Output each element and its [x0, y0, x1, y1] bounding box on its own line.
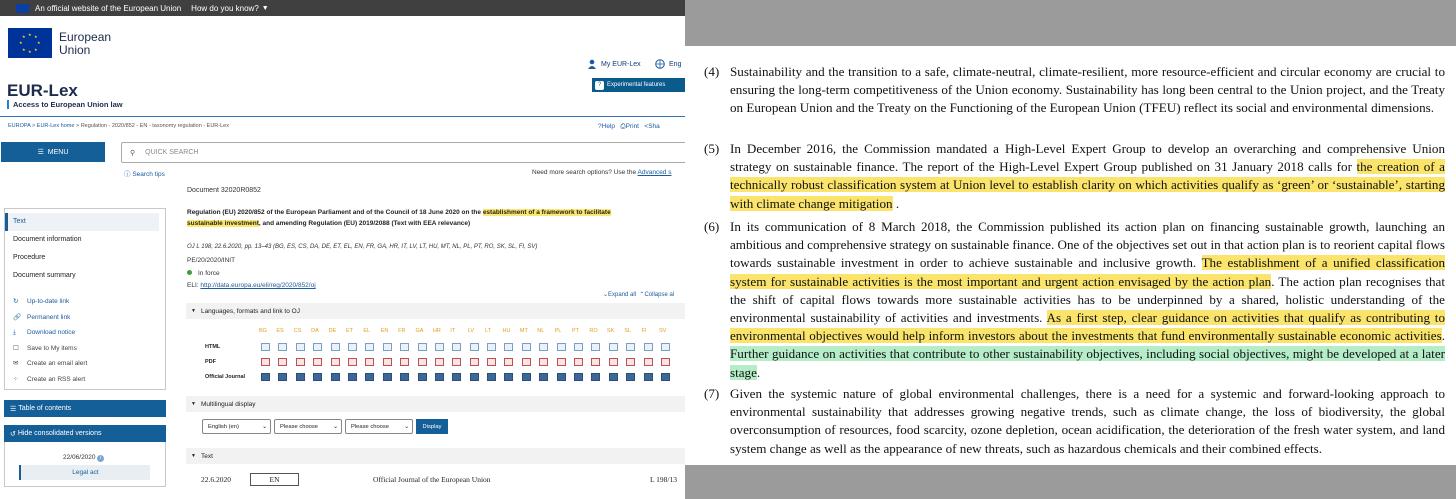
lang-code: LV — [467, 328, 475, 334]
oj-language-box: EN — [250, 473, 299, 486]
journal-icon[interactable] — [400, 373, 409, 381]
journal-icon[interactable] — [557, 373, 566, 381]
pdf-icon[interactable] — [435, 358, 444, 366]
format-label-html: HTML — [205, 344, 221, 350]
html-icon[interactable] — [609, 343, 618, 351]
permanent-link-label: Permanent link — [27, 313, 71, 321]
download-notice-link[interactable] — [5, 325, 165, 341]
chevron-down-icon[interactable]: ▼ — [261, 4, 269, 12]
hide-consolidated-button[interactable] — [4, 425, 166, 442]
journal-icon[interactable] — [383, 373, 392, 381]
search-tips-label: Search tips — [132, 171, 165, 178]
collapse-all-link[interactable]: Collapse al — [644, 292, 675, 298]
procedure-reference: PE/20/2020/INIT — [187, 257, 236, 264]
html-icon[interactable] — [365, 343, 374, 351]
refresh-icon: ↻ — [13, 298, 19, 305]
pdf-icon[interactable] — [487, 358, 496, 366]
recital-text-segment: . — [1441, 328, 1445, 344]
html-icon[interactable] — [574, 343, 583, 351]
chevron-down-icon: ⌄ — [262, 423, 267, 430]
sidebar-item-text[interactable]: Text — [5, 213, 159, 231]
quick-search-input[interactable] — [121, 142, 685, 163]
question-icon: ? — [595, 81, 604, 90]
eu-logo[interactable]: ★ ★ ★ ★ ★ ★ ★ ★ — [8, 28, 52, 58]
html-icon[interactable] — [435, 343, 444, 351]
print-link[interactable]: Print — [625, 123, 639, 130]
lang-code: FI — [641, 328, 647, 334]
select-value: English (en) — [208, 423, 239, 430]
select-value: Please choose — [280, 423, 319, 430]
pdf-icon[interactable] — [400, 358, 409, 366]
pdf-format-icons — [261, 358, 678, 366]
pdf-icon[interactable] — [504, 358, 513, 366]
journal-icon[interactable] — [452, 373, 461, 381]
official-site-text: An official website of the European Union — [35, 3, 182, 13]
chevron-down-icon: ⌄ — [404, 423, 409, 430]
lang-code: PL — [554, 328, 562, 334]
pdf-icon[interactable] — [522, 358, 531, 366]
share-icon[interactable]: < — [644, 123, 649, 130]
oj-format-icons — [261, 373, 678, 381]
journal-icon[interactable] — [278, 373, 287, 381]
eu-name-line2: Union — [59, 43, 91, 57]
lang-code: EN — [380, 328, 389, 334]
chevron-down-icon: ▼ — [191, 453, 196, 459]
lang-code: PT — [572, 328, 580, 334]
globe-icon — [655, 59, 665, 69]
pdf-icon[interactable] — [470, 358, 479, 366]
pdf-icon[interactable] — [331, 358, 340, 366]
journal-icon[interactable] — [539, 373, 548, 381]
table-of-contents-button[interactable] — [4, 400, 166, 417]
help-link[interactable]: Help — [601, 123, 615, 130]
save-icon: ☐ — [13, 344, 19, 352]
eli-label: ELI: — [187, 282, 201, 289]
lang-code: NL — [537, 328, 545, 334]
pdf-icon[interactable] — [557, 358, 566, 366]
language-label: Eng — [669, 60, 682, 68]
html-icon[interactable] — [644, 343, 653, 351]
pdf-icon[interactable] — [661, 358, 670, 366]
recital-text-segment: In its communication of 8 March 2018, the Commission published its action plan on financing sustainable growth, launching an ambitious and comprehensive strategy on sustainable finance. One of the objectives set out in that action plan is to reorient capital flows towards sustainable investment in order to achieve sustainable and inclusive growth. — [730, 219, 1445, 271]
yellow-highlight: The establishment of a unified classification system for sustainable activities is the most important and urgent action envisaged by the action plan — [730, 255, 1445, 289]
breadcrumb-current: Regulation - 2020/852 - EN - taxonomy regulation - EUR-Lex — [80, 123, 229, 129]
html-icon[interactable] — [626, 343, 635, 351]
status-label: In force — [198, 270, 220, 277]
help-icon[interactable]: ? — [598, 123, 602, 130]
document-sidebar — [4, 208, 166, 390]
journal-icon[interactable] — [435, 373, 444, 381]
journal-icon[interactable] — [313, 373, 322, 381]
pdf-icon[interactable] — [574, 358, 583, 366]
regulation-excerpt-panel — [685, 46, 1456, 465]
journal-icon[interactable] — [470, 373, 479, 381]
journal-icon[interactable] — [261, 373, 270, 381]
lang-code: LT — [485, 328, 492, 334]
menu-button[interactable] — [1, 142, 105, 162]
download-icon: ⤓ — [13, 329, 16, 336]
pdf-icon[interactable] — [296, 358, 305, 366]
recital-text-segment: . — [756, 364, 761, 380]
title-text: Regulation (EU) 2020/852 of the European Parliament and of the Council of 18 June 2020 on the — [187, 209, 483, 216]
title-highlight: sustainable investment — [187, 220, 259, 227]
history-icon: ↺ — [10, 430, 18, 438]
pdf-icon[interactable] — [418, 358, 427, 366]
html-icon[interactable] — [452, 343, 461, 351]
journal-icon[interactable] — [591, 373, 600, 381]
pdf-icon[interactable] — [539, 358, 548, 366]
html-icon[interactable] — [418, 343, 427, 351]
oj-header-row — [201, 473, 685, 487]
text-heading: Text — [200, 452, 213, 460]
html-icon[interactable] — [313, 343, 322, 351]
html-icon[interactable] — [261, 343, 270, 351]
html-icon[interactable] — [383, 343, 392, 351]
eli-link[interactable]: http://data.europa.eu/eli/reg/2020/852/oj — [200, 282, 316, 289]
menu-label: MENU — [47, 148, 69, 156]
journal-icon[interactable] — [487, 373, 496, 381]
html-icon[interactable] — [591, 343, 600, 351]
email-alert-link[interactable] — [5, 356, 165, 372]
pdf-icon[interactable] — [313, 358, 322, 366]
consolidated-date[interactable] — [63, 454, 104, 462]
lang-code: ET — [345, 328, 353, 334]
journal-icon[interactable] — [418, 373, 427, 381]
consolidated-date-label: 22/06/2020 — [63, 454, 96, 461]
lang-code: EL — [363, 328, 371, 334]
recital-text — [730, 385, 1445, 458]
print-icon[interactable]: ⎙ — [620, 123, 626, 130]
eu-flag-icon — [16, 4, 29, 13]
eu-name — [59, 31, 111, 57]
chevron-up-icon[interactable]: ⌃ — [639, 292, 645, 298]
pdf-icon[interactable] — [626, 358, 635, 366]
select-value: Please choose — [351, 423, 390, 430]
recital-text-segment: . — [895, 195, 900, 211]
email-icon: ✉ — [13, 360, 19, 367]
pdf-icon[interactable] — [261, 358, 270, 366]
sidebar-item-document-information[interactable]: Document information — [13, 236, 82, 243]
pdf-icon[interactable] — [609, 358, 618, 366]
format-label-oj: Official Journal — [205, 374, 246, 380]
journal-icon[interactable] — [348, 373, 357, 381]
title-highlight: establishment of a framework to facilitate — [482, 209, 611, 216]
up-to-date-label: Up-to-date link — [27, 298, 70, 305]
eu-name-line1: European — [59, 30, 112, 44]
journal-icon[interactable] — [661, 373, 670, 381]
journal-icon[interactable] — [609, 373, 618, 381]
journal-icon[interactable] — [574, 373, 583, 381]
recital-text-segment: . The action plan recognises that the shift of capital flows towards more sustainable activities has to be underpinned by a shared, holistic understanding of the environmental sustainability of activities and investments. — [730, 273, 1446, 326]
chevron-down-icon: ▼ — [191, 401, 196, 407]
advanced-search-prompt: Need more search options? Use the — [532, 169, 637, 176]
journal-icon[interactable] — [365, 373, 374, 381]
pdf-icon[interactable] — [278, 358, 287, 366]
toc-label: Table of contents — [18, 405, 72, 412]
pdf-icon[interactable] — [591, 358, 600, 366]
pdf-icon[interactable] — [383, 358, 392, 366]
oj-page-ref: L 198/13 — [650, 475, 678, 484]
journal-icon[interactable] — [522, 373, 531, 381]
expand-collapse-controls — [603, 291, 674, 298]
recital-number: (6) — [704, 219, 720, 234]
recital-number: (7) — [704, 386, 720, 401]
lang-code: RO — [589, 328, 598, 334]
lang-code: MT — [519, 328, 528, 334]
display-button[interactable]: Display — [416, 419, 448, 434]
search-icon: ⚲ — [130, 149, 136, 157]
lang-code: GA — [415, 328, 424, 334]
multilingual-display-header[interactable] — [186, 396, 685, 412]
advanced-search-link[interactable]: Advanced s — [637, 169, 672, 176]
language-selector[interactable] — [655, 59, 681, 69]
lang-code: DE — [328, 328, 337, 334]
lang-code: CS — [293, 328, 302, 334]
pdf-icon[interactable] — [452, 358, 461, 366]
sidebar-item-document-summary[interactable]: Document summary — [13, 272, 76, 279]
save-to-my-items-link[interactable] — [5, 341, 165, 357]
journal-icon[interactable] — [331, 373, 340, 381]
rss-alert-label: Create an RSS alert — [27, 375, 86, 383]
recital-text-segment: In December 2016, the Commission mandated a High-Level Expert Group to develop an overarching and comprehensive Union strategy on sustainable finance. The report of the High-Level Expert Group published on 31 January 2018 calls for — [730, 141, 1445, 175]
eli-line — [187, 282, 316, 289]
save-label: Save to My items — [27, 344, 77, 352]
language-codes-row — [259, 328, 676, 334]
html-icon[interactable] — [400, 343, 409, 351]
breadcrumb — [8, 123, 229, 129]
recital-number: (5) — [704, 141, 720, 156]
yellow-highlight: As a first step, clear guidance on activities that qualify as contributing to environmental objectives would help inform investors about the investments that fund environmentally sustainable economic activities — [730, 310, 1445, 344]
oj-date: 22.6.2020 — [201, 475, 231, 484]
rss-icon: ⁘ — [13, 375, 19, 383]
pdf-icon[interactable] — [348, 358, 357, 366]
pdf-icon[interactable] — [644, 358, 653, 366]
rss-alert-link[interactable] — [5, 372, 165, 388]
green-highlight: Further guidance on activities that contribute to other sustainability objectives, including social objectives, might be developed at a later stage — [730, 346, 1445, 380]
journal-icon[interactable] — [296, 373, 305, 381]
expand-all-link[interactable]: Expand all — [608, 292, 637, 298]
hide-consolidated-label: Hide consolidated versions — [17, 430, 102, 437]
journal-icon[interactable] — [504, 373, 513, 381]
recital-text — [730, 63, 1445, 118]
status-badge — [187, 270, 220, 277]
multilingual-selects — [202, 419, 448, 434]
html-icon[interactable] — [539, 343, 548, 351]
multilingual-heading: Multilingual display — [200, 400, 256, 408]
lang-code: SV — [658, 328, 667, 334]
download-notice-label: Download notice — [27, 329, 76, 336]
recital-text-segment: Given the systemic nature of global environmental challenges, there is a need for a systemic and forward-looking approach to environmental sustainability that addresses growing negative trends, such as climate change, the loss of biodiversity, the global overconsumption of resources, food scarcity, ozone depletion, ocean acidification, the deterioration of the fresh water system, and land system change as well as the appearance of new threats, such as hazardous chemicals and their combined effects. — [730, 386, 1445, 456]
list-icon: ☰ — [10, 405, 19, 413]
eurlex-browser-panel — [0, 0, 685, 499]
html-icon[interactable] — [348, 343, 357, 351]
html-icon[interactable] — [557, 343, 566, 351]
page-tools — [598, 123, 660, 131]
site-header — [0, 16, 685, 76]
yellow-highlight: the creation of a technically robust classification system at Union level to establish clarity on which activities qualify as ‘green’ or ‘sustainable’, starting with climate change mitigation — [730, 159, 1445, 211]
language-select-1[interactable] — [202, 419, 271, 434]
lang-code: SK — [606, 328, 615, 334]
languages-heading: Languages, formats and link to OJ — [200, 307, 300, 315]
document-number: Document 32020R0852 — [187, 187, 261, 194]
eurlex-tagline: Access to European Union law — [7, 100, 123, 109]
lang-code: ES — [276, 328, 284, 334]
html-icon[interactable] — [487, 343, 496, 351]
search-placeholder: QUICK SEARCH — [145, 149, 199, 156]
document-title — [187, 207, 662, 229]
permanent-link[interactable] — [5, 310, 165, 326]
breadcrumb-europa[interactable]: EUROPA — [8, 123, 31, 129]
oj-title: Official Journal of the European Union — [373, 475, 491, 484]
chevron-down-icon[interactable]: ⌄ — [603, 292, 609, 298]
chevron-down-icon: ▼ — [191, 308, 196, 314]
info-icon: i — [97, 455, 104, 462]
html-icon[interactable] — [661, 343, 670, 351]
html-icon[interactable] — [296, 343, 305, 351]
format-label-pdf: PDF — [205, 359, 216, 365]
breadcrumb-separator: > — [75, 123, 81, 129]
recital-text — [730, 218, 1445, 382]
recital-number: (4) — [704, 64, 720, 79]
user-icon — [587, 59, 597, 69]
html-icon[interactable] — [331, 343, 340, 351]
lang-code: HU — [502, 328, 511, 334]
journal-icon[interactable] — [644, 373, 653, 381]
consolidated-versions-box — [4, 442, 166, 487]
lang-code: HR — [432, 328, 441, 334]
html-icon[interactable] — [278, 343, 287, 351]
lang-code: BG — [259, 328, 267, 334]
html-icon[interactable] — [504, 343, 513, 351]
up-to-date-link[interactable] — [5, 294, 165, 310]
info-icon: ⓘ — [124, 171, 133, 178]
my-eurlex-link[interactable] — [587, 59, 641, 69]
oj-reference: OJ L 198, 22.6.2020, pp. 13–43 (BG, ES, CS, DA, DE, ET, EL, EN, FR, GA, HR, IT, LV, LT, HU, MT, NL, PL, PT, RO, SK, SL, FI, SV) — [187, 244, 538, 250]
lang-code: DA — [311, 328, 319, 334]
html-format-icons — [261, 343, 678, 351]
header-divider — [0, 116, 685, 117]
legal-act-button[interactable]: Legal act — [19, 465, 150, 480]
chevron-down-icon: ⌄ — [333, 423, 338, 430]
language-select-2[interactable] — [274, 419, 342, 434]
recital-text-segment: Sustainability and the transition to a safe, climate-neutral, climate-resilient, more resource-efficient and circular economy are crucial to ensuring the long-term competitiveness of the Union economy. Sustainability has long been central to the Union project, and the Treaty on European Union and the Treaty on the Functioning of the European Union (TFEU) reflect its social and environmental dimensions. — [730, 64, 1445, 116]
lang-code: IT — [450, 328, 456, 334]
eu-official-bar — [0, 0, 685, 16]
advanced-search-hint — [532, 169, 671, 176]
lang-code: SL — [624, 328, 631, 334]
share-link[interactable]: Sha — [648, 123, 660, 130]
email-alert-label: Create an email alert — [27, 360, 88, 367]
breadcrumb-separator: > — [32, 123, 37, 129]
experimental-features-label: Experimental features — [607, 82, 666, 88]
link-icon: 🔗 — [13, 313, 22, 321]
hamburger-icon: ☰ — [37, 149, 48, 156]
title-text: , and amending Regulation (EU) 2019/2088 (Text with EEA relevance) — [258, 220, 471, 227]
html-icon[interactable] — [470, 343, 479, 351]
journal-icon[interactable] — [626, 373, 635, 381]
pdf-icon[interactable] — [365, 358, 374, 366]
recital-text — [730, 140, 1445, 213]
how-do-you-know-link[interactable]: How do you know? — [191, 3, 259, 13]
html-icon[interactable] — [522, 343, 531, 351]
language-select-3[interactable] — [345, 419, 413, 434]
search-tips-link[interactable] — [124, 169, 165, 178]
experimental-features-toggle[interactable] — [592, 78, 685, 92]
eurlex-title[interactable]: EUR-Lex — [7, 81, 78, 100]
sidebar-item-procedure[interactable]: Procedure — [13, 254, 46, 261]
lang-code: FR — [398, 328, 406, 334]
breadcrumb-home[interactable]: EUR-Lex home — [36, 123, 75, 129]
my-eurlex-label: My EUR-Lex — [601, 60, 641, 68]
status-dot-icon — [187, 270, 192, 275]
languages-formats-header[interactable] — [186, 303, 685, 319]
text-section-header[interactable] — [186, 448, 685, 464]
